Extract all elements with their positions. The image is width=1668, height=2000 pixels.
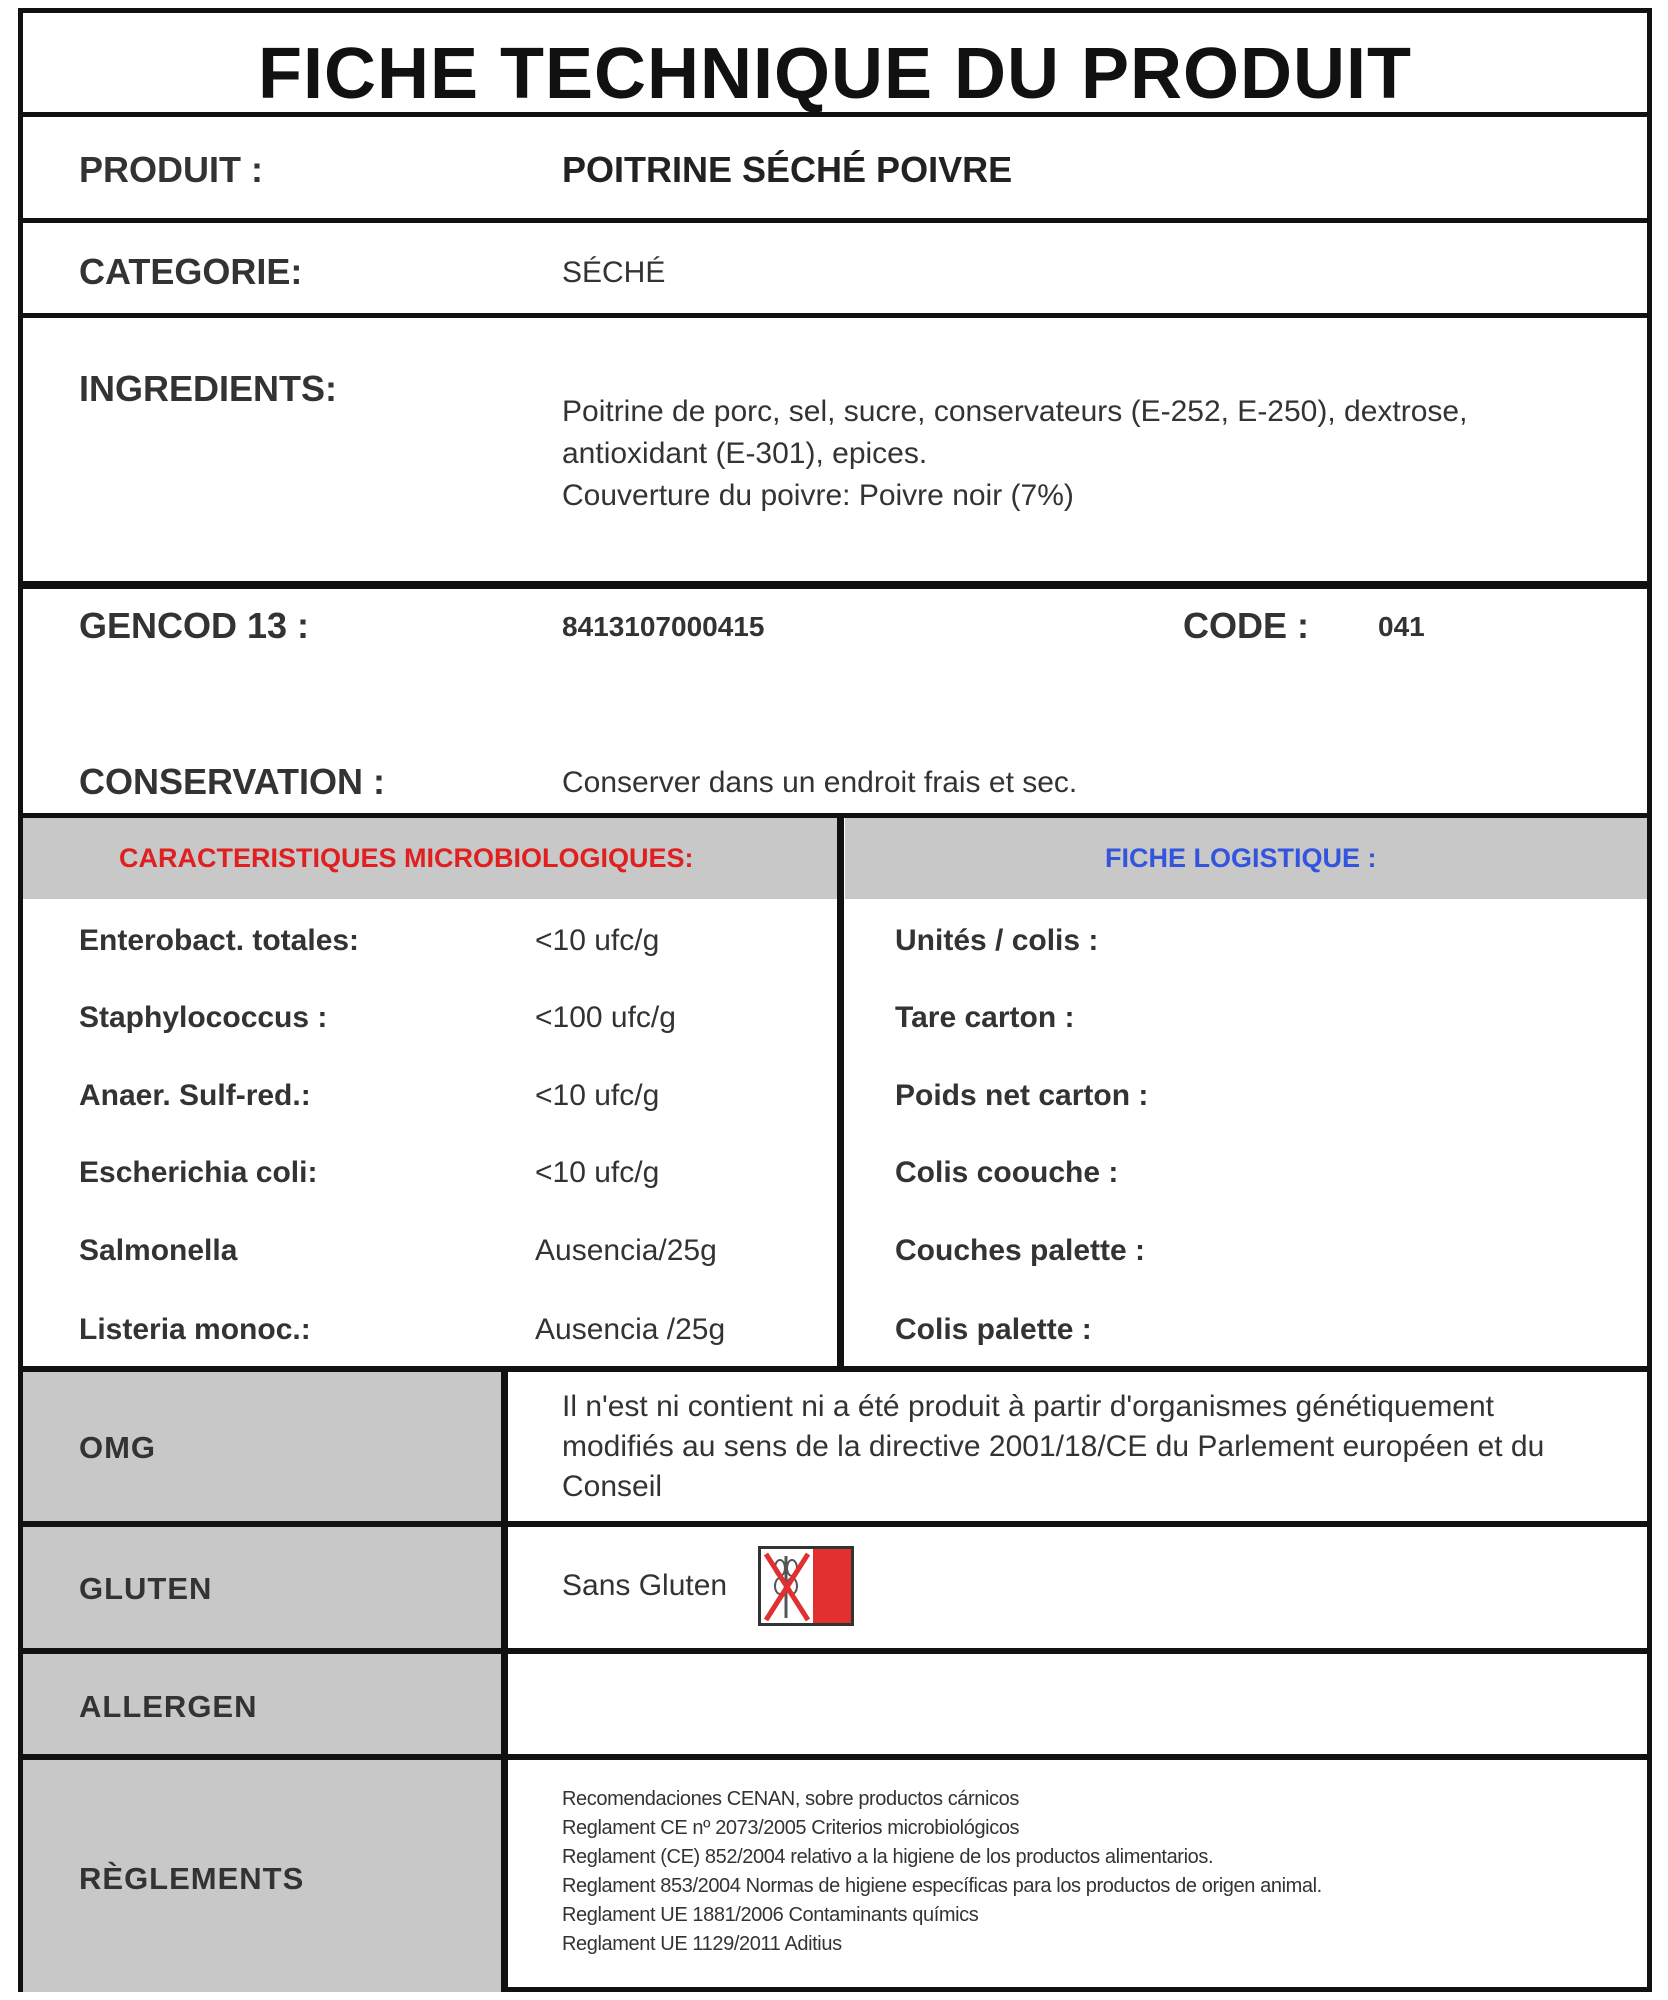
omg-line: Conseil — [562, 1470, 663, 1503]
omg-line: modifiés au sens de la directive 2001/18/CE du Parlement européen et du — [562, 1430, 1545, 1463]
reglement-line: Recomendaciones CENAN, sobre productos cárnicos — [562, 1788, 1019, 1810]
divider — [23, 313, 1647, 318]
product-sheet — [18, 8, 1652, 1992]
omg-line: Il n'est ni contient ni a été produit à partir d'organismes génétiquement — [562, 1390, 1495, 1423]
logistique-row-label: Couches palette : — [895, 1234, 1146, 1267]
logistique-row-label: Unités / colis : — [895, 924, 1099, 957]
micro-row-label: Staphylococcus : — [79, 1001, 328, 1034]
conservation-value: Conserver dans un endroit frais et sec. — [562, 766, 1078, 799]
logistique-row-label: Tare carton : — [895, 1001, 1075, 1034]
micro-row-label: Listeria monoc.: — [79, 1313, 311, 1346]
gluten-value: Sans Gluten — [562, 1569, 728, 1602]
divider — [23, 218, 1647, 223]
code-label: CODE : — [1183, 605, 1309, 646]
micro-row-label: Escherichia coli: — [79, 1156, 318, 1189]
ingredients-line: antioxidant (E-301), epices. — [562, 437, 928, 470]
gencod-value: 8413107000415 — [562, 611, 765, 642]
page-title: FICHE TECHNIQUE DU PRODUIT — [257, 34, 1413, 114]
gluten-label: GLUTEN — [79, 1571, 213, 1606]
micro-row-value: <100 ufc/g — [535, 1001, 676, 1034]
categorie-value: SÉCHÉ — [562, 256, 666, 289]
allergen-label: ALLERGEN — [79, 1689, 258, 1724]
logistique-row-label: Colis palette : — [895, 1313, 1092, 1346]
produit-value: POITRINE SÉCHÉ POIVRE — [562, 149, 1013, 190]
reglement-line: Reglament 853/2004 Normas de higiene específicas para los productos de origen animal. — [562, 1875, 1322, 1897]
ingredients-text — [562, 391, 1467, 517]
reglement-line: Reglament (CE) 852/2004 relativo a la higiene de los productos alimentarios. — [562, 1846, 1214, 1868]
logistique-header: FICHE LOGISTIQUE : — [1105, 843, 1377, 873]
conservation-label: CONSERVATION : — [79, 761, 386, 802]
categorie-label: CATEGORIE: — [79, 251, 303, 292]
reglements-label: RÈGLEMENTS — [79, 1861, 305, 1896]
gencod-label: GENCOD 13 : — [79, 605, 310, 646]
reglements-text — [562, 1785, 1322, 1959]
omg-text — [562, 1387, 1544, 1507]
logistique-row-label: Colis coouche : — [895, 1156, 1119, 1189]
code-value: 041 — [1378, 611, 1425, 642]
micro-row-label: Enterobact. totales: — [79, 924, 360, 957]
micro-header: CARACTERISTIQUES MICROBIOLOGIQUES: — [119, 843, 694, 873]
micro-row-label: Salmonella — [79, 1234, 238, 1267]
micro-row-value: Ausencia/25g — [535, 1234, 717, 1267]
reglement-line: Reglament UE 1881/2006 Contaminants químics — [562, 1904, 979, 1926]
micro-row-value: <10 ufc/g — [535, 1079, 660, 1112]
micro-row-value: Ausencia /25g — [535, 1313, 726, 1346]
micro-row-value: <10 ufc/g — [535, 924, 660, 957]
logistique-row-label: Poids net carton : — [895, 1079, 1149, 1112]
column-divider — [837, 818, 844, 1366]
ingredients-label: INGREDIENTS: — [79, 368, 338, 409]
crossed-grain-icon — [758, 1546, 854, 1626]
micro-row-value: <10 ufc/g — [535, 1156, 660, 1189]
divider — [23, 581, 1647, 589]
reglement-line: Reglament CE nº 2073/2005 Criterios microbiológicos — [562, 1817, 1020, 1839]
omg-label: OMG — [79, 1430, 157, 1465]
micro-row-label: Anaer. Sulf-red.: — [79, 1079, 311, 1112]
reglement-line: Reglament UE 1129/2011 Aditius — [562, 1933, 842, 1955]
produit-label: PRODUIT : — [79, 149, 263, 190]
label-column-divider — [501, 1372, 508, 1992]
ingredients-line: Poitrine de porc, sel, sucre, conservateurs (E-252, E-250), dextrose, — [562, 395, 1468, 428]
ingredients-line: Couverture du poivre: Poivre noir (7%) — [562, 479, 1074, 512]
